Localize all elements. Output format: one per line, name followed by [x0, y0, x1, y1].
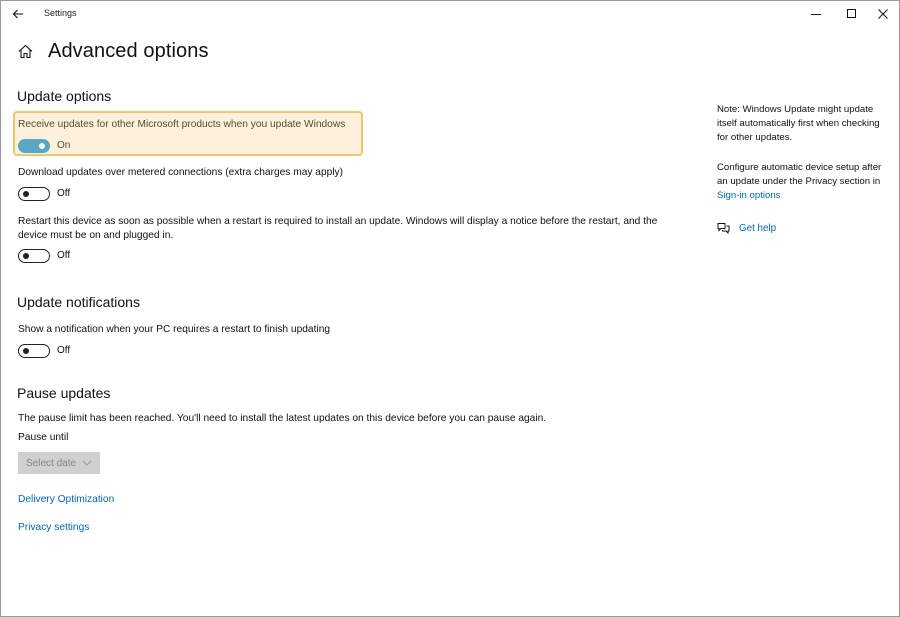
receive-updates-label: Receive updates for other Microsoft products when you update Windows	[18, 119, 346, 130]
notify-toggle[interactable]	[18, 344, 50, 358]
toggle-knob	[23, 348, 29, 354]
update-notifications-heading: Update notifications	[17, 294, 140, 310]
metered-state: Off	[57, 188, 71, 199]
close-button[interactable]	[865, 1, 900, 27]
chat-help-icon	[717, 222, 730, 234]
metered-label: Download updates over metered connections (extra charges may apply)	[18, 167, 344, 178]
configure-setup-text	[717, 161, 887, 203]
receive-updates-toggle[interactable]	[18, 139, 50, 153]
restart-label-line1: Restart this device as soon as possible when a restart is required to install an update. Windows will display a notice before the restart, and the	[18, 216, 658, 227]
notify-state: Off	[57, 345, 71, 356]
pause-until-label: Pause until	[18, 432, 69, 443]
home-icon[interactable]	[17, 43, 34, 60]
toggle-knob	[23, 191, 29, 197]
update-note: Note: Windows Update might update itself automatically first when checking for other updates.	[717, 104, 880, 143]
delivery-optimization-link[interactable]: Delivery Optimization	[18, 494, 115, 505]
privacy-settings-link[interactable]: Privacy settings	[18, 522, 90, 533]
page-title: Advanced options	[48, 40, 209, 62]
update-options-heading: Update options	[17, 88, 112, 104]
back-arrow-icon	[12, 9, 24, 19]
toggle-knob	[39, 143, 45, 149]
minimize-button[interactable]	[798, 1, 834, 27]
notify-label: Show a notification when your PC requires a restart to finish updating	[18, 324, 331, 335]
get-help-label: Get help	[739, 222, 777, 234]
get-help-link[interactable]	[717, 222, 776, 234]
maximize-icon	[847, 9, 857, 19]
metered-toggle[interactable]	[18, 187, 50, 201]
sign-in-options-link[interactable]: Sign-in options	[717, 190, 781, 201]
restart-state: Off	[57, 250, 71, 261]
select-value: Select date	[26, 457, 77, 469]
pause-updates-heading: Pause updates	[17, 385, 111, 401]
chevron-down-icon	[82, 458, 92, 468]
back-button[interactable]	[7, 3, 29, 25]
pause-limit-message: The pause limit has been reached. You'll need to install the latest updates on this device before you can pause again.	[18, 413, 547, 424]
pause-date-select[interactable]	[18, 452, 100, 474]
title-bar	[1, 1, 899, 27]
minimize-icon	[811, 9, 821, 19]
receive-updates-state: On	[57, 140, 71, 151]
window-title: Settings	[44, 8, 77, 18]
restart-label-line2: device must be on and plugged in.	[18, 230, 174, 241]
toggle-knob	[23, 253, 29, 259]
restart-toggle[interactable]	[18, 249, 50, 263]
configure-setup-prefix: Configure automatic device setup after an update under the Privacy section in	[717, 162, 882, 187]
close-icon	[878, 9, 888, 19]
